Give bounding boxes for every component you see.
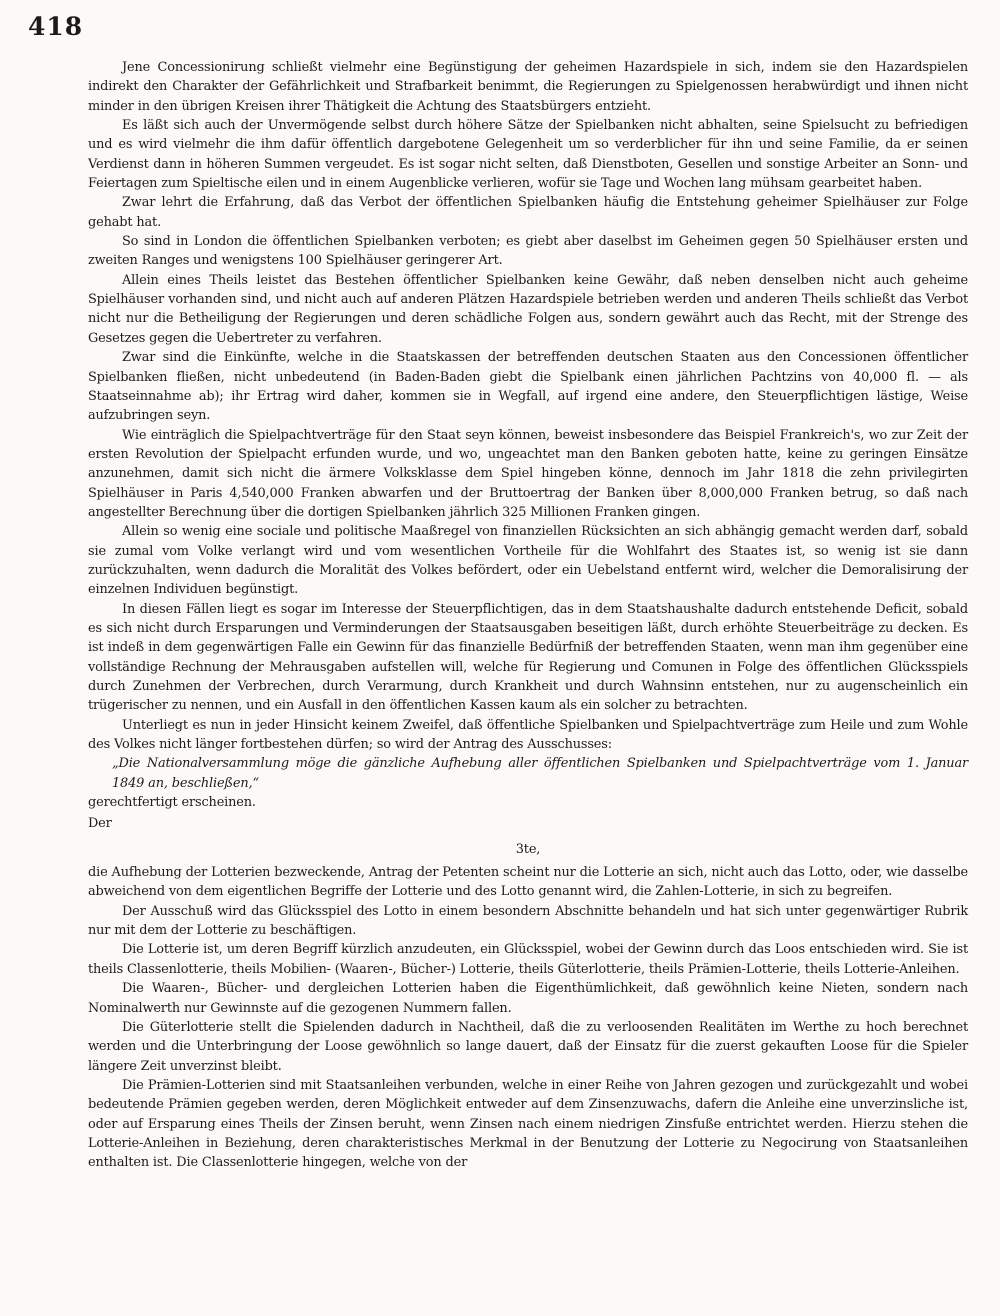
paragraph: Die Waaren-, Bücher- und dergleichen Lotterien haben die Eigenthümlichkeit, daß gewöhnlich keine Nieten, sondern nach Nominalwerth nur Gewinnste auf die gezogenen Nummern fallen. bbox=[88, 981, 968, 1016]
paragraph: Es läßt sich auch der Unvermögende selbst durch höhere Sätze der Spielbanken nicht abhalten, seine Spielsucht zu befriedigen und es wird vielmehr die ihm dafür öffentlich dargebotene Gelegenheit um so verderblicher für ihn und seine Familie, da er seinen Verdienst dann in höheren Summen vergeudet. Es ist sogar nicht selten, daß Dienstboten, Gesellen und sonstige Arbeiter an Sonn- und Feiertagen zum Spieltische eilen und in einem Augenblicke verlieren, wofür sie Tage und Wochen lang mühsam gearbeitet haben. bbox=[88, 118, 968, 192]
body-text bbox=[88, 58, 968, 1173]
paragraph: Unterliegt es nun in jeder Hinsicht keinem Zweifel, daß öffentliche Spielbanken und Spielpachtverträge zum Heile und zum Wohle des Volkes nicht länger fortbestehen dürfen; so wird der Antrag des Ausschusses: bbox=[88, 717, 968, 753]
section-intro-word: Der bbox=[88, 816, 112, 832]
paragraph: die Aufhebung der Lotterien bezweckende, Antrag der Petenten scheint nur die Lotterie an sich, nicht auch das Lotto, oder, wie dasselbe abweichend von dem eigentlichen Begriffe der Lotterie und des Lotto genannt wird, die Zahlen-Lotterie, in sich zu begreifen. bbox=[88, 865, 968, 900]
paragraph: Zwar sind die Einkünfte, welche in die Staatskassen der betreffenden deutschen Staaten aus den Concessionen öffentlicher Spielbanken fließen, nicht unbedeutend (in Baden-Baden giebt die Spielbank einen jährlichen Pachtzins von 40,000 fl. — als Staatseinnahme ab); ihr Ertrag wird daher, kommen sie in Wegfall, auf irgend eine andere, den Steuerpflichtigen lästige, Weise aufzubringen seyn. bbox=[88, 350, 968, 424]
paragraph: Jene Concessionirung schließt vielmehr eine Begünstigung der geheimen Hazardspiele in sich, indem sie den Hazardspielen indirekt den Charakter der Gefährlichkeit und Strafbarkeit benimmt, die Regierungen zu Spielgenossen herabwürdigt und ihnen nicht minder in den übrigen Kreisen ihrer Thätigkeit die Achtung des Staatsbürgers entzieht. bbox=[88, 60, 968, 114]
paragraph: Der Ausschuß wird das Glücksspiel des Lotto in einem besondern Abschnitte behandeln und hat sich unter gegenwärtiger Rubrik nur mit dem der Lotterie zu beschäftigen. bbox=[88, 903, 968, 939]
page-number: 418 bbox=[28, 12, 84, 41]
paragraph: In diesen Fällen liegt es sogar im Interesse der Steuerpflichtigen, das in dem Staatshaushalte dadurch entstehende Deficit, sobald es sich nicht durch Ersparungen und Verminderungen der Staatsausgaben beseitigen läßt, durch erhöhte Steuerbeiträge zu decken. Es ist indeß in dem gegenwärtigen Falle ein Gewinn für das finanzielle Bedürfniß der betreffenden Staaten, wenn man ihm gegenüber eine vollständige Rechnung der Mehrausgaben aufstellen will, welche für Regierung und Comunen in Folge des öffentlichen Glücksspiels durch Zunehmen der Verbrechen, durch Verarmung, durch Krankheit und durch Wahnsinn entstehen, nur zu augenscheinlich ein trügerischer zu nennen, und ein Ausfall in den öffentlichen Kassen kaum als ein solcher zu betrachten. bbox=[88, 601, 968, 714]
paragraph: Wie einträglich die Spielpachtverträge für den Staat seyn können, beweist insbesondere das Beispiel Frankreich's, wo zur Zeit der ersten Revolution der Spielpacht erfunden wurde, und wo, ungeachtet man den Banken geboten hatte, keine zu geringen Einsätze anzunehmen, damit sich nicht die ärmere Volksklasse dem Spiel hingeben könne, dennoch im Jahr 1818 die zehn privilegirten Spielhäuser in Paris 4,540,000 Franken abwarfen und der Bruttoertrag der Banken über 8,000,000 Franken betrug, so daß nach angestellter Berechnung über die dortigen Spielbanken jährlich 325 Millionen Franken gingen. bbox=[88, 427, 968, 520]
paragraph: Die Güterlotterie stellt die Spielenden dadurch in Nachtheil, daß die zu verloosenden Realitäten im Werthe zu hoch berechnet werden und die Unterbringung der Loose gewöhnlich so lange dauert, daß der Einsatz für die zuerst gekauften Loose für die Spieler längere Zeit unverzinst bleibt. bbox=[88, 1019, 968, 1074]
paragraph: Allein so wenig eine sociale und politische Maaßregel von finanziellen Rücksichten an sich abhängig gemacht werden darf, sobald sie zumal vom Volke verlangt wird und vom wesentlichen Vortheile für die Wohlfahrt des Staates ist, so wenig ist sie dann zurückzuhalten, wenn dadurch die Moralität des Volkes befördert, oder ein Uebelstand entfernt wird, welcher die Demoralisirung der einzelnen Individuen begünstigt. bbox=[88, 524, 968, 598]
section-heading: 3te, bbox=[515, 841, 541, 857]
motion-quote: „Die Nationalversammlung möge die gänzliche Aufhebung aller öffentlichen Spielbanken und Spielpachtverträge vom 1. Januar 1849 an, beschließen,“ bbox=[112, 756, 968, 791]
paragraph: Allein eines Theils leistet das Bestehen öffentlicher Spielbanken keine Gewähr, daß neben denselben nicht auch geheime Spielhäuser vorhanden sind, und nicht auch auf anderen Plätzen Hazardspiele betrieben werden und anderen Theils schließt das Verbot nicht nur die Betheiligung der Regierungen und deren schädliche Folgen aus, sondern gewährt auch das Recht, mit der Strenge des Gesetzes gegen die Uebertreter zu verfahren. bbox=[88, 272, 968, 346]
paragraph: Die Prämien-Lotterien sind mit Staatsanleihen verbunden, welche in einer Reihe von Jahren gezogen und zurückgezahlt und wobei bedeutende Prämien gegeben werden, deren Möglichkeit entweder auf dem Zinsenzuwachs, dafern die Anleihe eine unverzinsliche ist, oder auf Ersparung eines Theils der Zinsen beruht, wenn Zinsen nach einem niedrigen Zinsfuße entrichtet werden. Hierzu stehen die Lotterie-Anleihen in Beziehung, deren charakteristisches Merkmal in der Benutzung der Lotterie zu Negocirung von Staatsanleihen enthalten ist. Die Classenlotterie hingegen, welche von der bbox=[88, 1077, 968, 1171]
paragraph: Zwar lehrt die Erfahrung, daß das Verbot der öffentlichen Spielbanken häufig die Entstehung geheimer Spielhäuser zur Folge gehabt hat. bbox=[88, 195, 968, 230]
quote-conclusion: gerechtfertigt erscheinen. bbox=[88, 795, 256, 811]
paragraph: Die Lotterie ist, um deren Begriff kürzlich anzudeuten, ein Glücksspiel, wobei der Gewinn durch das Loos entschieden wird. Sie ist theils Classenlotterie, theils Mobilien- (Waaren-, Bücher-) Lotterie, theils Güterlotterie, theils Prämien-Lotterie, theils Lotterie-Anleihen. bbox=[88, 942, 968, 977]
paragraph: So sind in London die öffentlichen Spielbanken verboten; es giebt aber daselbst im Geheimen gegen 50 Spielhäuser ersten und zweiten Ranges und wenigstens 100 Spielhäuser geringerer Art. bbox=[88, 234, 968, 269]
